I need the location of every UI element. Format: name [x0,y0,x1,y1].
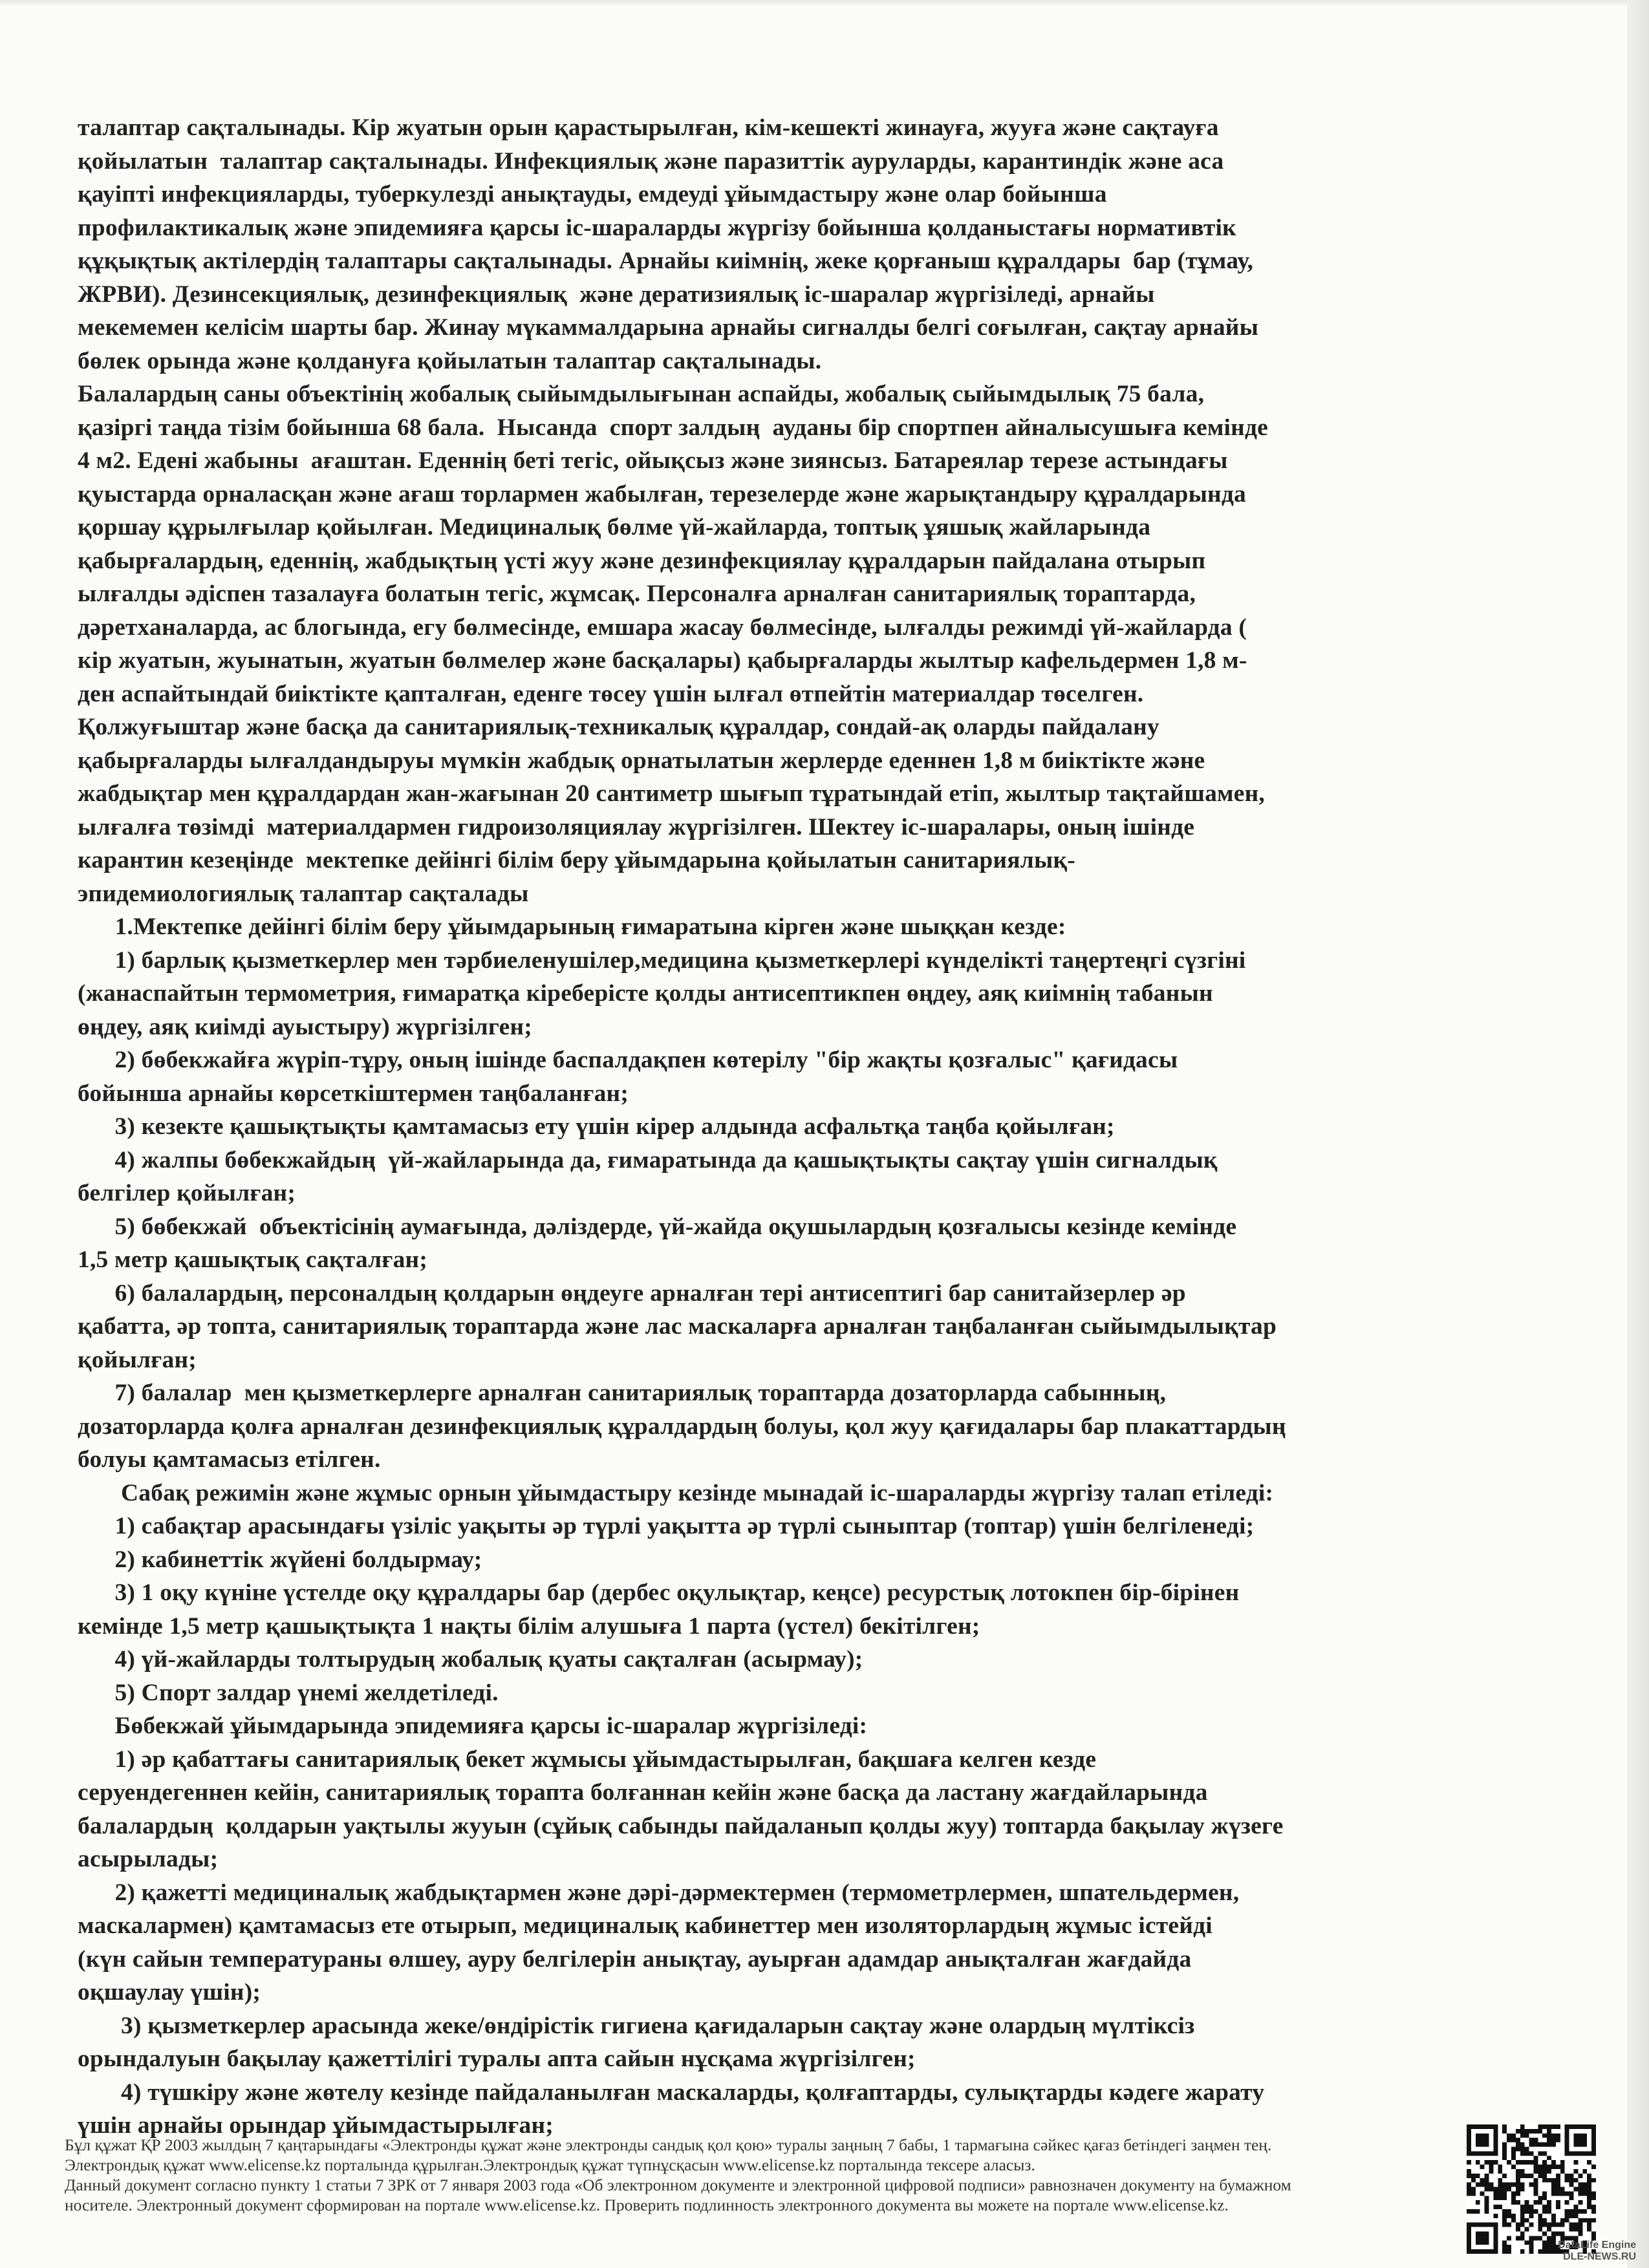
body-line: 3) 1 оқу күніне үстелде оқу құралдары бар (дербес оқулықтар, кеңсе) ресурстық лотокпен бір-бірінен [78,1579,1240,1606]
brand-name: DataLife Engine [1558,2240,1636,2251]
body-line: балалардың қолдарын уақтылы жууын (сұйық сабынды пайдаланып қолды жуу) топтарда бақылау жүзеге [78,1812,1284,1839]
body-line: ылғалды әдіспен тазалауға болатын тегіс, жұмсақ. Персоналға арналған санитариялық тораптарда, [78,581,1196,607]
body-line: қабырғалардың, еденнің, жабдықтың үсті жуу және дезинфекциялау құралдарын пайдалана отырып [78,547,1206,574]
body-line: 3) қызметкерлер арасында жеке/өндірістік гигиена қағидаларын сақтау және олардың мүлтіксіз [78,2012,1195,2039]
qr-code-icon [1467,2124,1596,2254]
body-line: жабдықтар мен құралдардан жан-жағынан 20 сантиметр шығып тұратындай етіп, жылтыр тақтайшамен, [78,780,1265,807]
body-line: 1,5 метр қашықтық сақталған; [78,1246,428,1273]
body-line: 5) Спорт залдар үнемі желдетіледі. [78,1679,499,1706]
footer-line: Данный документ согласно пункту 1 статьи 7 ЗРК от 7 января 2003 года «Об электронном документе и электронной цифровой подписи» равнозначен документу на бумажном [65,2176,1291,2194]
brand-site: DLE-NEWS.RU [1563,2251,1636,2262]
body-line: асырылады; [78,1846,219,1872]
body-line: 4 м2. Едені жабыны ағаштан. Еденнің беті тегіс, ойықсыз және зиянсыз. Батареялар терезе астындағы [78,447,1228,474]
body-line: 4) үй-жайларды толтырудың жобалық қуаты сақталған (асырмау); [78,1646,863,1673]
footer-line: Электрондық құжат www.elicense.kz порталында құрылған.Электрондық құжат түпнұсқасын www.elicense.kz порталында тексере аласыз. [65,2156,1035,2174]
body-line: кемінде 1,5 метр қашықтықта 1 нақты білім алушыға 1 парта (үстел) бекітілген; [78,1612,980,1640]
body-line: 6) балалардың, персоналдың қолдарын өңдеуге арналған тері антисептигі бар санитайзерлер әр [78,1279,1186,1307]
body-line: қойылатын талаптар сақталынады. Инфекциялық және паразиттік ауруларды, карантиндік және аса [78,147,1224,175]
body-line: болуы қамтамасыз етілген. [78,1446,381,1473]
body-line: 4) жалпы бөбекжайдың үй-жайларында да, ғимаратында да қашықтықты сақтау үшін сигналдық [78,1146,1218,1173]
body-line: 1) сабақтар арасындағы үзіліс уақыты әр түрлі уақытта әр түрлі сыныптар (топтар) үшін белгіленеді; [78,1513,1255,1539]
body-line: қоршау құрылғылар қойылған. Медициналық бөлме үй-жайларда, топтық ұяшық жайларында [78,514,1151,540]
body-line: қабырғаларды ылғалдандыруы мүмкін жабдық орнатылатын жерлерде еденнен 1,8 м биіктікте және [78,747,1205,774]
body-line: маскалармен) қамтамасыз ете отырып, медициналық кабинеттер мен изоляторлардың жұмыс істейді [78,1912,1212,1939]
watermark-brand [1521,2240,1636,2263]
body-line: талаптар сақталынады. Кір жуатын орын қарастырылған, кім-кешекті жинауға, жууға және сақтауға [78,114,1219,141]
body-line: үшін арнайы орындар ұйымдастырылған; [78,2112,554,2139]
body-line: ден аспайтындай биіктікте қапталған, еденге төсеу үшін ылғал өтпейтін материалдар төселген. [78,680,1144,707]
body-line: профилактикалық және эпидемияға қарсы іс-шараларды жүргізу бойынша қолданыстағы нормативтік [78,214,1236,241]
body-line: қойылған; [78,1346,197,1373]
body-line: 1) барлық қызметкерлер мен тәрбиеленушілер,медицина қызметкерлері күнделікті таңертеңгі сүзгіні [78,947,1246,974]
body-line: орындалуын бақылау қажеттілігі туралы апта сайын нұсқама жүргізілген; [78,2046,916,2072]
body-line: оқшаулау үшін); [78,1979,261,2006]
document-footer-notice [65,2135,1423,2215]
body-line: ылғалға төзімді материалдармен гидроизоляциялау жүргізілген. Шектеу іс-шаралары, оның ішінде [78,813,1195,840]
body-line: қабатта, әр топта, санитариялық тораптарда және лас маскаларға арналған таңбаланған сыйымдылықтар [78,1313,1277,1340]
body-line: Сабақ режимін және жұмыс орнын ұйымдастыру кезінде мынадай іс-шараларды жүргізу талап етіледі: [78,1479,1274,1506]
body-line: қауіпті инфекцияларды, туберкулезді анықтауды, емдеуді ұйымдастыру және олар бойынша [78,181,1107,208]
body-line: 1) әр қабаттағы санитариялық бекет жұмысы ұйымдастырылған, бақшаға келген кезде [78,1746,1097,1773]
body-line: 3) кезекте қашықтықты қамтамасыз ету үшін кірер алдында асфальтқа таңба қойылған; [78,1113,1115,1140]
body-line: қуыстарда орналасқан және ағаш торлармен жабылған, терезелерде және жарықтандыру құралдарында [78,480,1246,508]
body-line: құқықтық актілердің талаптары сақталынады. Арнайы киімнің, жеке қорғаныш құралдары бар (тұмау, [78,248,1254,274]
body-line: Бөбекжай ұйымдарында эпидемияға қарсы іс-шаралар жүргізіледі: [78,1713,868,1739]
footer-line: Бұл құжат ҚР 2003 жылдың 7 қаңтарындағы «Электронды құжат және электронды сандық қол қою» туралы заңның 7 бабы, 1 тармағына сәйкес қағаз бетіндегі заңмен тең. [65,2135,1272,2154]
body-line: 7) балалар мен қызметкерлерге арналған санитариялық тораптарда дозаторларда сабынның, [78,1380,1167,1406]
body-line: Балалардың саны объектінің жобалық сыйымдылығынан аспайды, жобалық сыйымдылық 75 бала, [78,381,1205,407]
body-line: дозаторларда қолға арналған дезинфекциялық құралдардың болуы, қол жуу қағидалары бар плакаттардың [78,1413,1286,1440]
page-right-edge [1627,0,1649,2268]
document-body [78,111,1474,2143]
body-line: Қолжуғыштар және басқа да санитариялық-техникалық құралдар, сондай-ақ оларды пайдалану [78,714,1159,740]
body-line: өңдеу, аяқ киімді ауыстыру) жүргізілген; [78,1013,532,1040]
body-line: қазіргі таңда тізім бойынша 68 бала. Нысанда спорт залдың ауданы бір спортпен айналысушыға кемінде [78,414,1269,441]
body-line: карантин кезеңінде мектепке дейінгі білім беру ұйымдарына қойылатын санитариялық- [78,847,1075,873]
body-line: 2) кабинеттік жүйені болдырмау; [78,1546,482,1573]
body-line: 1.Мектепке дейінгі білім беру ұйымдарының ғимаратына кірген және шыққан кезде: [78,914,1066,940]
body-line: 2) бөбекжайға жүріп-тұру, оның ішінде баспалдақпен көтерілу "бір жақты қозғалыс" қағидасы [78,1047,1178,1073]
body-line: белгілер қойылған; [78,1180,296,1206]
page-top-edge [0,0,1649,6]
body-line: бойынша арнайы көрсеткіштермен таңбаланған; [78,1080,629,1107]
body-line: бөлек орында және қолдануға қойылатын талаптар сақталынады. [78,347,822,374]
body-line: 4) түшкіру және жөтелу кезінде пайдаланылған маскаларды, қолғаптарды, сулықтарды кәдеге жарату [78,2079,1265,2106]
body-line: 2) қажетті медициналық жабдықтармен және дәрі-дәрмектермен (термометрлермен, шпательдермен, [78,1879,1240,1906]
body-line: (күн сайын температураны өлшеу, ауру белгілерін анықтау, ауырған адамдар анықталған жағдайда [78,1945,1192,1973]
body-line: эпидемиологиялық талаптар сақталады [78,880,529,907]
body-line: серуендегеннен кейін, санитариялық торапта болғаннан кейін және басқа да ластану жағдайларында [78,1779,1208,1806]
body-line: (жанаспайтын термометрия, ғимаратқа кіреберісте қолды антисептикпен өңдеу, аяқ киімнің табанын [78,980,1213,1007]
body-line: 5) бөбекжай объектісінің аумағында, дәліздерде, үй-жайда оқушылардың қозғалысы кезінде кемінде [78,1213,1237,1240]
body-line: мекемемен келісім шарты бар. Жинау мүкаммалдарына арнайы сигналды белгі соғылған, сақтау арнайы [78,314,1259,341]
footer-line: носителе. Электронный документ сформирован на портале www.elicense.kz. Проверить подлинность электронного документа вы можете на портале www.elicense.kz. [65,2196,1229,2214]
body-line: ЖРВИ). Дезинсекциялық, дезинфекциялық және дератизиялық іс-шаралар жүргізіледі, арнайы [78,281,1155,308]
body-line: дәретханаларда, ас блогында, егу бөлмесінде, емшара жасау бөлмесінде, ылғалды режимді үй-жайларда ( [78,614,1247,641]
body-line: кір жуатын, жуынатын, жуатын бөлмелер және басқалары) қабырғаларды жылтыр кафельдермен 1,8 м- [78,647,1247,674]
